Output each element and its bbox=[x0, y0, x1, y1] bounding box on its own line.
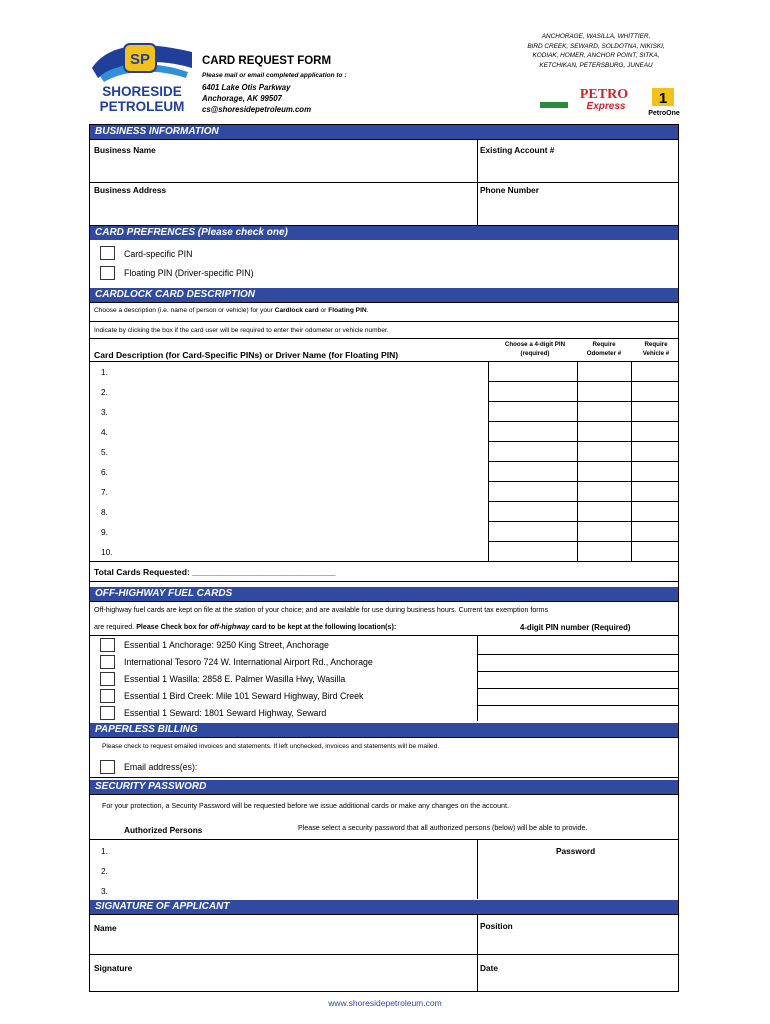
password-header: Password bbox=[556, 846, 596, 856]
existing-account-label: Existing Account # bbox=[480, 145, 555, 155]
table-row-rule bbox=[488, 441, 678, 442]
name-field[interactable] bbox=[94, 933, 474, 951]
pin-field[interactable] bbox=[490, 402, 575, 420]
security-select-note: Please select a security password that all authorized persons (below) will be able to provide. bbox=[298, 824, 588, 832]
business-address-label: Business Address bbox=[94, 185, 167, 195]
table-row-number: 10. bbox=[101, 547, 113, 557]
pin-field[interactable] bbox=[490, 482, 575, 500]
signature-field[interactable] bbox=[94, 973, 474, 991]
off-highway-location-label: Essential 1 Anchorage: 9250 King Street, Anchorage bbox=[124, 640, 329, 650]
shoreside-petroleum-logo bbox=[88, 38, 196, 116]
off-highway-pin-field[interactable] bbox=[480, 690, 675, 704]
table-row-rule bbox=[488, 481, 678, 482]
table-row-rule bbox=[488, 501, 678, 502]
pin-field[interactable] bbox=[490, 382, 575, 400]
card-description-field[interactable] bbox=[116, 382, 484, 400]
section-card-preferences: CARD PREFRENCES (Please check one) bbox=[90, 226, 678, 240]
off-highway-pin-field[interactable] bbox=[480, 673, 675, 687]
off-highway-pin-field[interactable] bbox=[480, 639, 675, 653]
floating-pin-label: Floating PIN (Driver-specific PIN) bbox=[124, 268, 254, 278]
require-vehicle-cell[interactable] bbox=[633, 522, 677, 540]
petro-express-logo: PETRO bbox=[579, 87, 629, 102]
require-vehicle-cell[interactable] bbox=[633, 502, 677, 520]
pin-field[interactable] bbox=[490, 462, 575, 480]
table-row-number: 7. bbox=[101, 487, 108, 497]
card-description-field[interactable] bbox=[116, 362, 484, 380]
require-vehicle-cell[interactable] bbox=[633, 482, 677, 500]
table-row-rule bbox=[488, 461, 678, 462]
card-description-field[interactable] bbox=[116, 462, 484, 480]
require-vehicle-cell[interactable] bbox=[633, 382, 677, 400]
business-name-field[interactable] bbox=[94, 155, 474, 181]
off-highway-location-checkbox[interactable] bbox=[100, 689, 115, 703]
locations-line: KODIAK, HOMER, ANCHOR POINT, SITKA, bbox=[532, 52, 660, 60]
off-highway-location-checkbox[interactable] bbox=[100, 655, 115, 669]
total-cards-requested: Total Cards Requested: ______________________________ bbox=[94, 567, 336, 577]
card-description-field[interactable] bbox=[116, 402, 484, 420]
svg-text:SHORESIDE: SHORESIDE bbox=[102, 84, 182, 99]
pin-field[interactable] bbox=[490, 522, 575, 540]
signature-label: Signature bbox=[94, 963, 133, 973]
locations-line: KETCHIKAN, PETERSBURG, JUNEAU bbox=[539, 61, 653, 69]
card-description-field[interactable] bbox=[116, 502, 484, 520]
table-row-rule bbox=[488, 401, 678, 402]
require-odometer-cell[interactable] bbox=[579, 522, 629, 540]
brand-logos bbox=[536, 76, 686, 118]
require-odometer-cell[interactable] bbox=[579, 542, 629, 560]
pin-row-rule bbox=[477, 654, 678, 655]
authorized-person-number: 3. bbox=[101, 886, 108, 896]
authorized-persons-header: Authorized Persons bbox=[124, 825, 203, 835]
require-vehicle-cell[interactable] bbox=[633, 462, 677, 480]
require-odometer-cell[interactable] bbox=[579, 362, 629, 380]
off-highway-text-2: are required. Please Check box for off-highway card to be kept at the following location(s): bbox=[94, 623, 397, 631]
cardlock-intro: Choose a description (i.e. name of person or vehicle) for your Cardlock card or Floating PIN. bbox=[94, 307, 369, 314]
name-label: Name bbox=[94, 923, 117, 933]
svg-text:1: 1 bbox=[658, 90, 668, 107]
card-description-field[interactable] bbox=[116, 542, 484, 560]
business-address-field[interactable] bbox=[94, 195, 474, 223]
card-description-field[interactable] bbox=[116, 522, 484, 540]
position-field[interactable] bbox=[480, 931, 675, 951]
locations-line: ANCHORAGE, WASILLA, WHITTIER, bbox=[541, 33, 651, 40]
contact-email: cs@shoresidepetroleum.com bbox=[202, 105, 311, 114]
table-row-number: 4. bbox=[101, 427, 108, 437]
pin-row-rule bbox=[477, 705, 678, 706]
service-locations bbox=[505, 32, 687, 70]
odometer-column-header: Require Odometer # bbox=[586, 341, 622, 357]
off-highway-location-label: International Tesoro 724 W. International Airport Rd., Anchorage bbox=[124, 657, 373, 667]
table-row-number: 2. bbox=[101, 387, 108, 397]
table-row-number: 3. bbox=[101, 407, 108, 417]
pin-field[interactable] bbox=[490, 542, 575, 560]
authorized-person-number: 1. bbox=[101, 846, 108, 856]
off-highway-location-checkbox[interactable] bbox=[100, 706, 115, 720]
website-link[interactable]: www.shoresidepetroleum.com bbox=[328, 998, 442, 1008]
section-signature: SIGNATURE OF APPLICANT bbox=[90, 900, 678, 914]
svg-text:Express: Express bbox=[586, 101, 626, 112]
require-odometer-cell[interactable] bbox=[579, 382, 629, 400]
vehicle-column-header: Require Vehicle # bbox=[642, 341, 670, 357]
mail-instruction: Please mail or email completed application to : bbox=[202, 72, 347, 79]
pin-column-header: Choose a 4-digit PIN (required) bbox=[504, 341, 566, 357]
table-row-rule bbox=[488, 421, 678, 422]
phone-number-field[interactable] bbox=[480, 195, 675, 223]
table-row-rule bbox=[488, 521, 678, 522]
password-field[interactable] bbox=[480, 858, 675, 896]
locations-line: BIRD CREEK, SEWARD, SOLDOTNA, NIKISKI, bbox=[527, 42, 665, 50]
floating-pin-checkbox[interactable] bbox=[100, 266, 115, 280]
table-row-number: 1. bbox=[101, 367, 108, 377]
existing-account-field[interactable] bbox=[480, 155, 675, 181]
off-highway-pin-header: 4-digit PIN number (Required) bbox=[520, 623, 631, 632]
authorized-person-field[interactable] bbox=[116, 862, 472, 880]
mailing-address bbox=[202, 82, 311, 115]
table-row-number: 6. bbox=[101, 467, 108, 477]
require-odometer-cell[interactable] bbox=[579, 442, 629, 460]
off-highway-location-label: Essential 1 Wasilla: 2858 E. Palmer Wasilla Hwy, Wasilla bbox=[124, 674, 346, 684]
position-label: Position bbox=[480, 921, 513, 931]
table-row-number: 9. bbox=[101, 527, 108, 537]
card-description-field[interactable] bbox=[116, 482, 484, 500]
card-specific-pin-label: Card-specific PIN bbox=[124, 249, 193, 259]
off-highway-location-label: Essential 1 Seward: 1801 Seward Highway, Seward bbox=[124, 708, 327, 718]
email-address-label: Email address(es): bbox=[124, 762, 198, 772]
off-highway-pin-field[interactable] bbox=[480, 707, 675, 721]
require-vehicle-cell[interactable] bbox=[633, 362, 677, 380]
business-name-label: Business Name bbox=[94, 145, 156, 155]
off-highway-text-1: Off-highway fuel cards are kept on file at the station of your choice; and are available for use during business hours. Current tax exemption forms bbox=[94, 606, 549, 614]
pin-field[interactable] bbox=[490, 502, 575, 520]
pin-row-rule bbox=[477, 688, 678, 689]
table-row-rule bbox=[488, 541, 678, 542]
section-security-password: SECURITY PASSWORD bbox=[90, 780, 678, 794]
authorized-person-field[interactable] bbox=[116, 842, 472, 860]
security-instruction: For your protection, a Security Password will be requested before we issue additional cards or make any changes on the account. bbox=[102, 802, 509, 810]
require-odometer-cell[interactable] bbox=[579, 502, 629, 520]
require-vehicle-cell[interactable] bbox=[633, 542, 677, 560]
pin-field[interactable] bbox=[490, 442, 575, 460]
section-off-highway-fuel-cards: OFF-HIGHWAY FUEL CARDS bbox=[90, 587, 678, 601]
pin-field[interactable] bbox=[490, 362, 575, 380]
paperless-instruction: Please check to request emailed invoices and statements. If left unchecked, invoices and statements will be mailed. bbox=[102, 743, 440, 750]
table-row-number: 5. bbox=[101, 447, 108, 457]
address-line-1: 6401 Lake Otis Parkway bbox=[202, 83, 291, 92]
table-row-number: 8. bbox=[101, 507, 108, 517]
svg-text:PETROLEUM: PETROLEUM bbox=[99, 99, 185, 114]
date-field[interactable] bbox=[480, 973, 675, 991]
table-row-rule bbox=[488, 381, 678, 382]
off-highway-location-checkbox[interactable] bbox=[100, 672, 115, 686]
petroone-logo: PetroOne bbox=[648, 110, 680, 117]
require-vehicle-cell[interactable] bbox=[633, 442, 677, 460]
require-odometer-cell[interactable] bbox=[579, 462, 629, 480]
date-label: Date bbox=[480, 963, 498, 973]
require-odometer-cell[interactable] bbox=[579, 402, 629, 420]
require-vehicle-cell[interactable] bbox=[633, 422, 677, 440]
require-vehicle-cell[interactable] bbox=[633, 402, 677, 420]
phone-number-label: Phone Number bbox=[480, 185, 540, 195]
authorized-person-number: 2. bbox=[101, 866, 108, 876]
section-paperless-billing: PAPERLESS BILLING bbox=[90, 723, 678, 737]
require-odometer-cell[interactable] bbox=[579, 422, 629, 440]
email-invoices-checkbox[interactable] bbox=[100, 760, 115, 774]
card-specific-pin-checkbox[interactable] bbox=[100, 246, 115, 260]
require-odometer-cell[interactable] bbox=[579, 482, 629, 500]
off-highway-location-label: Essential 1 Bird Creek: Mile 101 Seward Highway, Bird Creek bbox=[124, 691, 364, 701]
pin-row-rule bbox=[477, 671, 678, 672]
card-description-field[interactable] bbox=[116, 422, 484, 440]
pin-field[interactable] bbox=[490, 422, 575, 440]
card-request-form bbox=[89, 124, 679, 992]
cardlock-indicate-note: Indicate by clicking the box if the card user will be required to enter their odometer or vehicle number. bbox=[94, 327, 389, 334]
email-address-field[interactable] bbox=[210, 759, 675, 775]
card-description-header: Card Description (for Card-Specific PINs) or Driver Name (for Floating PIN) bbox=[94, 350, 399, 360]
address-line-2: Anchorage, AK 99507 bbox=[202, 94, 282, 103]
off-highway-pin-field[interactable] bbox=[480, 656, 675, 670]
form-title: CARD REQUEST FORM bbox=[202, 55, 332, 67]
section-business-information: BUSINESS INFORMATION bbox=[90, 125, 678, 139]
svg-text:SP: SP bbox=[129, 51, 151, 68]
card-description-field[interactable] bbox=[116, 442, 484, 460]
off-highway-location-checkbox[interactable] bbox=[100, 638, 115, 652]
authorized-person-field[interactable] bbox=[116, 882, 472, 900]
section-cardlock-description: CARDLOCK CARD DESCRIPTION bbox=[90, 288, 678, 302]
